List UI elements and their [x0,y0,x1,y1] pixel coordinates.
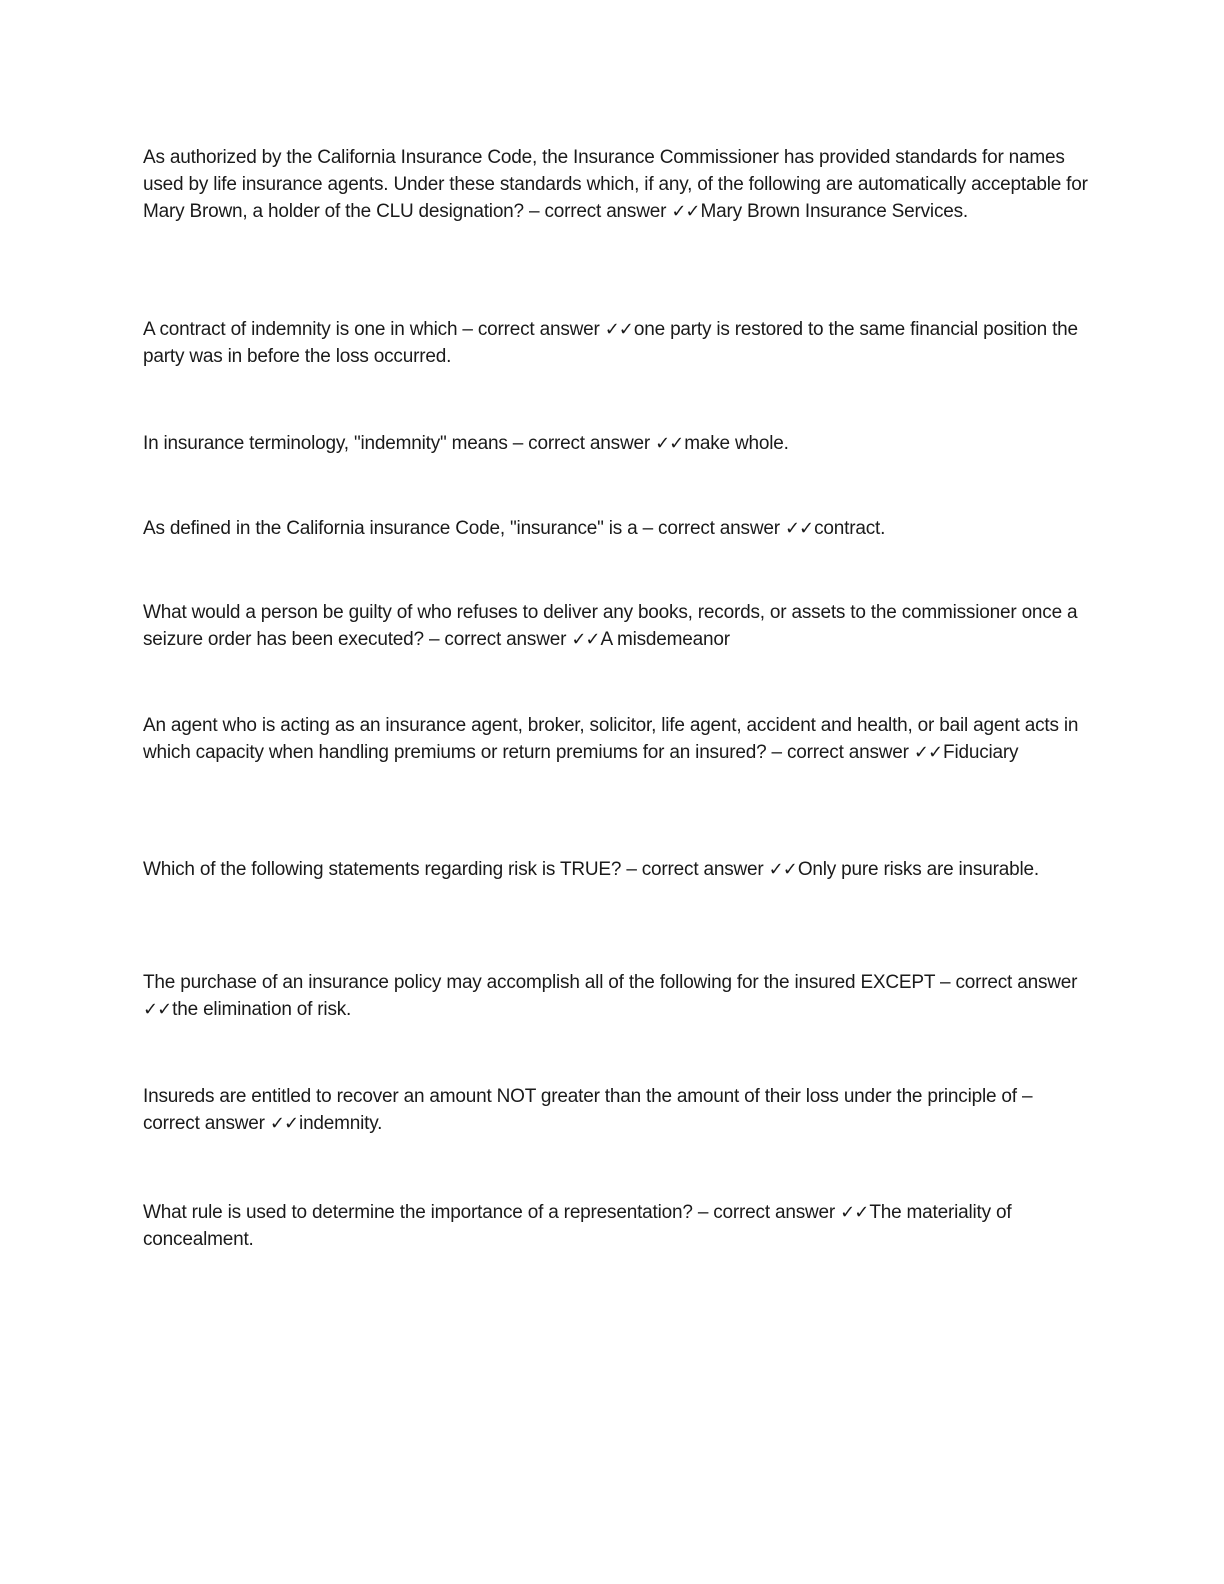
question-text: As defined in the California insurance Code, "insurance" is a [143,518,638,539]
answer-separator: – correct answer [523,201,672,222]
answer-separator: – correct answer [423,629,572,650]
answer-text: contract. [814,518,886,539]
question-text: The purchase of an insurance policy may accomplish all of the following for the insured EXCEPT [143,972,935,993]
answer-text: one party is restored to the same financial position the party was in before the loss occurred. [143,319,1078,367]
qa-item [143,430,1088,457]
double-check-icon: ✓✓ [604,319,633,340]
qa-item [143,316,1088,370]
answer-separator: – correct answer [143,1086,1033,1134]
double-check-icon: ✓✓ [671,201,700,222]
question-text: As authorized by the California Insurance Code, the Insurance Commissioner has provided standards for names used by life insurance agents. Under these standards which, if any, of the following are automatically acceptable for Mary Brown, a holder of the CLU designation? [143,147,1088,222]
answer-text: the elimination of risk. [172,999,352,1020]
qa-item [143,1199,1088,1253]
answer-separator: – correct answer [621,859,769,880]
answer-separator: – correct answer [507,433,656,454]
answer-text: Fiduciary [943,742,1019,763]
answer-separator: – correct answer [692,1202,841,1223]
qa-item [143,515,1088,542]
answer-separator: – correct answer [457,319,605,340]
qa-item [143,144,1088,225]
answer-text: make whole. [684,433,789,454]
question-text: In insurance terminology, "indemnity" means [143,433,508,454]
double-check-icon: ✓✓ [784,518,814,539]
double-check-icon: ✓✓ [269,1113,299,1134]
double-check-icon: ✓✓ [913,742,943,763]
qa-item [143,856,1088,883]
question-text: An agent who is acting as an insurance agent, broker, solicitor, life agent, accident and health, or bail agent acts in which capacity when handling premiums or return premiums for an insured? [143,715,1079,763]
double-check-icon: ✓✓ [571,629,600,650]
answer-text: Mary Brown Insurance Services. [700,201,968,222]
double-check-icon: ✓✓ [655,433,684,454]
answer-text: indemnity. [299,1113,383,1134]
qa-item [143,1083,1088,1137]
question-text: What would a person be guilty of who refuses to deliver any books, records, or assets to the commissioner once a seizure order has been executed? [143,602,1078,650]
answer-separator: – correct answer [934,972,1078,993]
question-text: What rule is used to determine the importance of a representation? [143,1202,693,1223]
question-text: Which of the following statements regarding risk is TRUE? [143,859,622,880]
qa-item [143,969,1088,1023]
answer-separator: – correct answer [637,518,785,539]
answer-text: A misdemeanor [600,629,730,650]
answer-text: Only pure risks are insurable. [797,859,1039,880]
question-text: Insureds are entitled to recover an amount NOT greater than the amount of their loss under the principle of [143,1086,1017,1107]
qa-item [143,712,1088,766]
double-check-icon: ✓✓ [840,1202,869,1223]
qa-item [143,599,1088,653]
double-check-icon: ✓✓ [768,859,797,880]
answer-separator: – correct answer [766,742,914,763]
answer-text: The materiality of concealment. [143,1202,1012,1250]
question-text: A contract of indemnity is one in which [143,319,458,340]
double-check-icon: ✓✓ [143,999,172,1020]
